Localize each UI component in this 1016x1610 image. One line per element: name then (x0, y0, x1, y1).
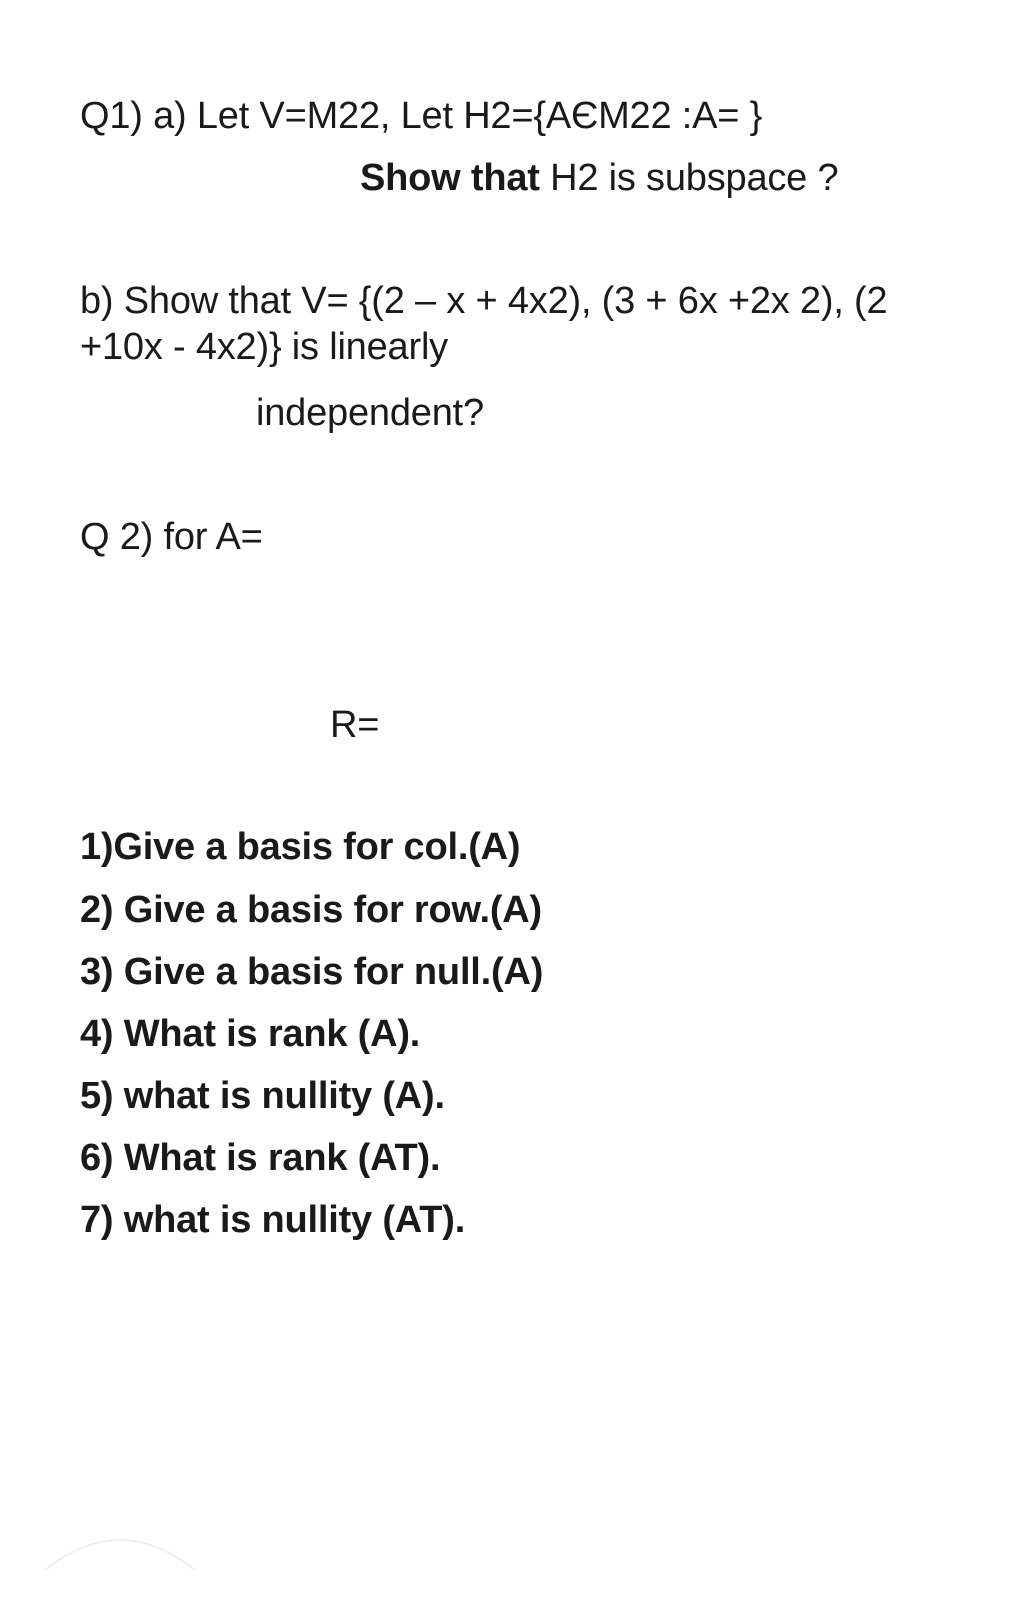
question-2-label: Q 2) for A= (80, 516, 263, 558)
question-2-item-1: 1)Give a basis for col.(A) (80, 826, 521, 868)
subspace-question: H2 is subspace ? (539, 157, 839, 199)
question-1b-text (80, 278, 980, 370)
show-that-label: Show that (360, 157, 540, 199)
question-2-item-2: 2) Give a basis for row.(A) (80, 889, 542, 931)
question-1a-text: Q1) a) Let V=M22, Let H2={AЄM22 :A= } (80, 95, 763, 137)
question-2-item-3: 3) Give a basis for null.(A) (80, 951, 544, 993)
question-1b-line-3: independent? (256, 392, 484, 434)
question-2-item-4: 4) What is rank (A). (80, 1013, 421, 1055)
question-1a-instruction (360, 155, 838, 201)
question-2-item-7: 7) what is nullity (AT). (80, 1199, 466, 1241)
question-1b-line-2: +10x - 4x2)} is linearly (80, 326, 448, 368)
decorative-arc (40, 1530, 200, 1610)
r-matrix-label: R= (330, 704, 380, 746)
question-1b-line-1: b) Show that V= {(2 – x + 4x2), (3 + 6x +2x 2), (2 (80, 280, 888, 322)
question-2-item-6: 6) What is rank (AT). (80, 1137, 441, 1179)
question-2-item-5: 5) what is nullity (A). (80, 1075, 445, 1117)
